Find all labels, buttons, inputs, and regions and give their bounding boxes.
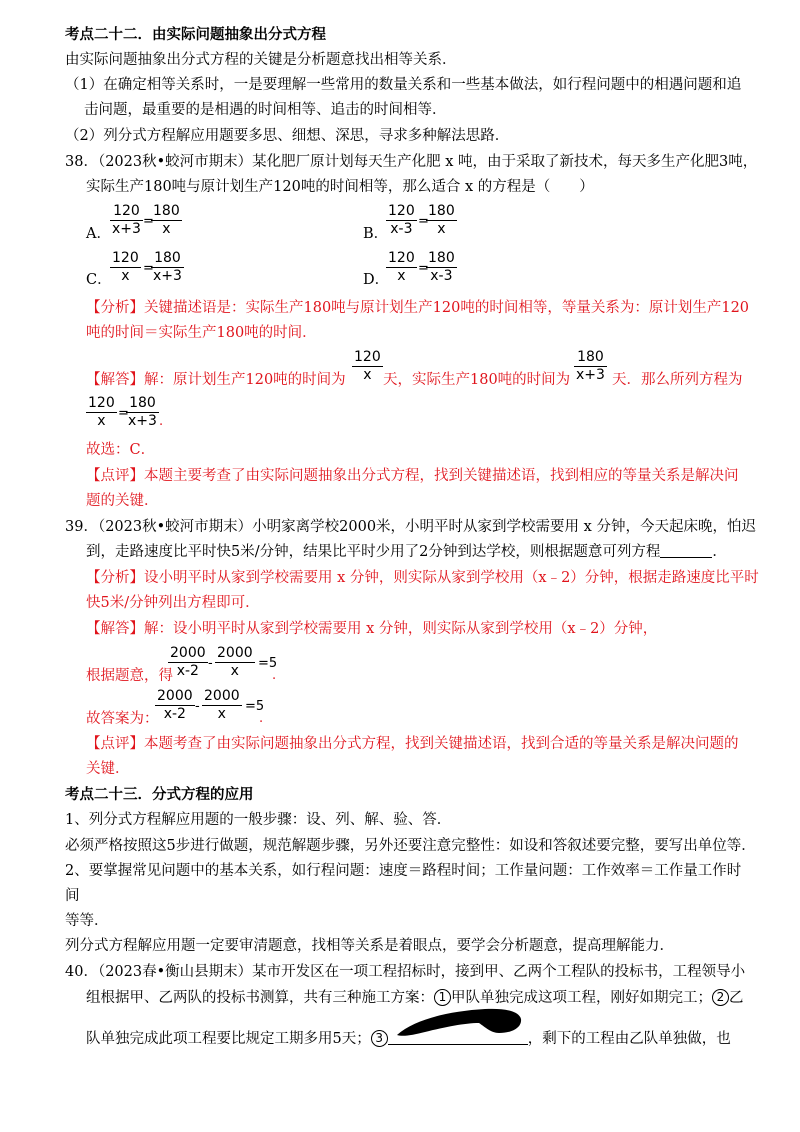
q38-solution-b: 天，实际生产180吨的时间为 (383, 372, 571, 388)
s23-line-4: 间 (65, 888, 80, 904)
q38-comment-1: 【点评】本题主要考查了由实际问题抽象出分式方程，找到关键描述语，找到相应的等量关系是解决问 (86, 468, 739, 484)
q38-option-b-equals: = (418, 214, 429, 229)
q40-stem-2: 组根据甲、乙两队的投标书测算，共有三种施工方案： 1 甲队单独完成这项工程，刚好如期完工； 2 乙 (86, 990, 744, 1006)
ink-blot-image (395, 1005, 525, 1041)
q39-stem-2: 到，走路速度比平时快5米/分钟，结果比平时少用了2分钟到达学校，则根据题意可列方程 ． (86, 544, 727, 560)
q39-equation-right-fraction: $\frac{2000}{x}$ (217, 645, 253, 679)
q39-answer-blank (660, 557, 712, 558)
q39-analysis-2: 快5米/分钟列出方程即可． (86, 595, 260, 611)
q38-analysis-1: 【分析】关键描述语是：实际生产180吨与原计划生产120吨的时间相等，等量关系为：原计划生产120 (86, 300, 750, 316)
q39-equation-period: . (272, 668, 277, 683)
q39-answer-label: 故答案为： (86, 711, 159, 727)
q38-option-a-right-fraction: $\frac{180}{x}$ (153, 203, 180, 237)
q40-stem-3: 队单独完成此项工程要比规定工期多用5天； 3 ，剩下的工程由乙队单独做，也 (86, 1031, 731, 1047)
q39-answer-right-fraction: $\frac{2000}{x}$ (204, 688, 240, 722)
q39-answer-minus: - (195, 699, 200, 714)
q38-solution-fraction-1: $\frac{120}{x}$ (354, 349, 381, 383)
s22-point1-b: 击问题，最重要的是相遇的时间相等、追击的时间相等． (84, 102, 447, 118)
q39-comment-2: 关键． (86, 761, 130, 777)
q38-option-d-right-fraction: $\frac{180}{x-3}$ (428, 250, 455, 284)
q38-option-d-equals: = (418, 261, 429, 276)
q38-equation-equals: = (118, 406, 129, 421)
s22-point1-a: （1）在确定相等关系时，一是要理解一些常用的数量关系和一些基本做法，如行程问题中的相遇问题和追 (65, 77, 742, 93)
q38-option-a-equals: = (143, 214, 154, 229)
q38-stem-1: 38．（2023秋•蛟河市期末）某化肥厂原计划每天生产化肥 x 吨，由于采取了新技术，每天多生产化肥3吨， (65, 154, 758, 170)
q38-option-b-label: B． (363, 226, 389, 242)
q39-answer-left-fraction: $\frac{2000}{x-2}$ (157, 688, 193, 722)
q38-option-b-right-fraction: $\frac{180}{x}$ (428, 203, 455, 237)
s23-line-3: 2、要掌握常见问题中的基本关系，如行程问题：速度＝路程时间；工作量问题：工作效率＝工作量工作时 (65, 863, 742, 879)
q38-option-a-left-fraction: $\frac{120}{x+3}$ (112, 203, 141, 237)
s23-line-2: 必须严格按照这5步进行做题，规范解题步骤，另外还要注意完整性：如设和答叙述要完整，要写出单位等． (65, 838, 756, 854)
s23-line-5: 等等． (65, 913, 109, 929)
q38-solution-c: 天．那么所列方程为 (612, 372, 743, 388)
q38-analysis-2: 吨的时间＝实际生产180吨的时间． (86, 325, 317, 341)
q38-option-d-label: D． (363, 272, 390, 288)
q40-marker-1: 1 (434, 989, 451, 1006)
q38-equation-left-fraction: $\frac{120}{x}$ (88, 395, 115, 429)
q38-solution-fraction-2: $\frac{180}{x+3}$ (576, 349, 605, 383)
s22-intro: 由实际问题抽象出分式方程的关键是分析题意找出相等关系． (65, 52, 457, 68)
q40-stem-1: 40．（2023春•衡山县期末）某市开发区在一项工程招标时，接到甲、乙两个工程队的投标书，工程领导小 (65, 964, 746, 980)
q38-option-c-left-fraction: $\frac{120}{x}$ (112, 250, 139, 284)
q39-solution-1: 【解答】解：设小明平时从家到学校需要用 x 分钟，则实际从家到学校用（x﹣2）分钟， (86, 621, 658, 637)
s22-point2: （2）列分式方程解应用题要多思、细想、深思，寻求多种解法思路． (65, 128, 510, 144)
q40-marker-2: 2 (712, 989, 729, 1006)
s23-line-6: 列分式方程解应用题一定要审清题意，找相等关系是着眼点，要学会分析题意，提高理解能力． (65, 938, 674, 954)
q38-option-d-left-fraction: $\frac{120}{x}$ (388, 250, 415, 284)
q39-comment-1: 【点评】本题考查了由实际问题抽象出分式方程，找到关键描述语，找到合适的等量关系是解决问题的 (86, 736, 739, 752)
q38-option-c-right-fraction: $\frac{180}{x+3}$ (153, 250, 182, 284)
q38-option-c-equals: = (143, 261, 154, 276)
s23-line-1: 1、列分式方程解应用题的一般步骤：设、列、解、验、答． (65, 812, 452, 828)
q40-blank (388, 1044, 528, 1045)
section-title-23: 考点二十三．分式方程的应用 (65, 786, 254, 803)
q39-answer-period: . (259, 711, 264, 726)
q39-analysis-1: 【分析】设小明平时从家到学校需要用 x 分钟，则实际从家到学校用（x﹣2）分钟，根据走路速度比平时 (86, 570, 759, 586)
q39-stem-1: 39．（2023秋•蛟河市期末）小明家离学校2000米，小明平时从家到学校需要用 x 分钟，今天起床晚，怕迟 (65, 519, 756, 535)
q38-option-a-label: A． (86, 226, 111, 242)
q38-comment-2: 题的关键． (86, 493, 159, 509)
q39-equation-minus: - (208, 656, 213, 671)
q38-equation-right-fraction: $\frac{180}{x+3}$ (128, 395, 157, 429)
q40-marker-3: 3 (371, 1030, 388, 1047)
q39-answer-rhs: =5 (245, 699, 265, 714)
q39-equation-left-fraction: $\frac{2000}{x-2}$ (170, 645, 206, 679)
q38-stem-2: 实际生产180吨与原计划生产120吨的时间相等，那么适合 x 的方程是（ ） (86, 179, 594, 195)
q38-choice: 故选：C． (86, 442, 156, 458)
q39-solution-2: 根据题意，得 (86, 668, 173, 684)
q39-equation-rhs: =5 (258, 656, 278, 671)
q38-option-c-label: C． (86, 272, 112, 288)
q38-option-b-left-fraction: $\frac{120}{x-3}$ (388, 203, 415, 237)
q38-equation-period: . (159, 414, 164, 429)
q38-solution-a: 【解答】解：原计划生产120吨的时间为 (86, 372, 346, 388)
section-title-22: 考点二十二．由实际问题抽象出分式方程 (65, 26, 326, 43)
